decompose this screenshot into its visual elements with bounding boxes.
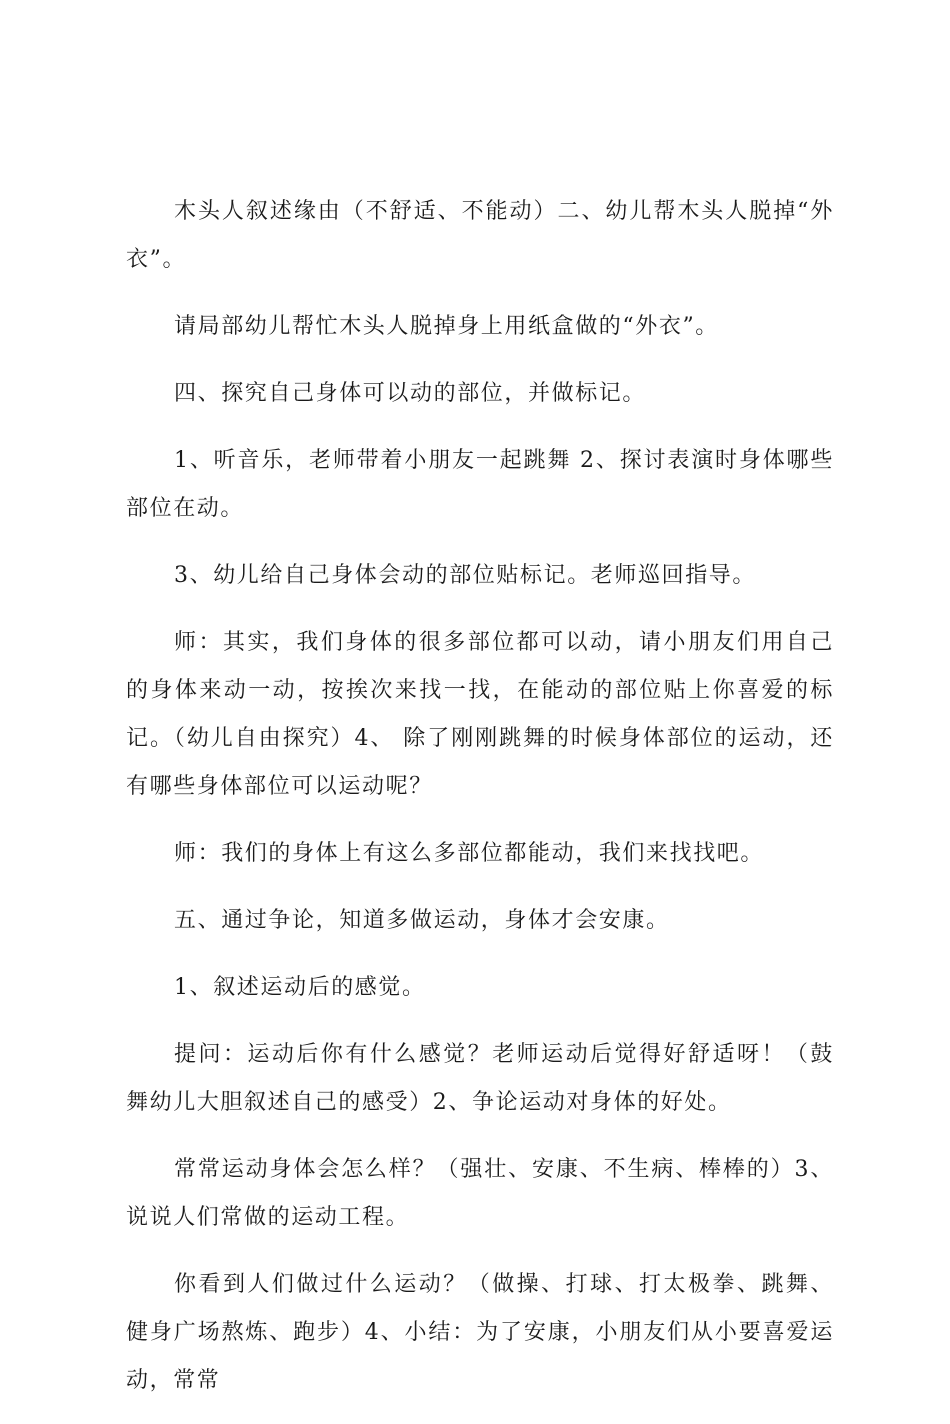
paragraph: 1、叙述运动后的感觉。 — [174, 975, 426, 1000]
paragraph: 常常运动身体会怎么样？（强壮、安康、不生病、棒棒的）3、说说人们常做的运动工程。 — [126, 1157, 834, 1230]
paragraph: 五、通过争论，知道多做运动，身体才会安康。 — [174, 908, 670, 933]
document-body — [126, 188, 834, 1424]
paragraph: 师：我们的身体上有这么多部位都能动，我们来找找吧。 — [174, 841, 765, 866]
paragraph: 四、探究自己身体可以动的部位，并做标记。 — [174, 381, 647, 406]
paragraph: 请局部幼儿帮忙木头人脱掉身上用纸盒做的“外衣”。 — [174, 314, 719, 339]
paragraph: 木头人叙述缘由（不舒适、不能动）二、幼儿帮木头人脱掉“外衣”。 — [126, 199, 834, 272]
paragraph: 提问：运动后你有什么感觉？老师运动后觉得好舒适呀！（鼓舞幼儿大胆叙述自己的感受）2、争论运动对身体的好处。 — [126, 1042, 834, 1115]
paragraph: 师：其实，我们身体的很多部位都可以动，请小朋友们用自己的身体来动一动，按挨次来找一找，在能动的部位贴上你喜爱的标记。（幼儿自由探究）4、 除了刚刚跳舞的时候身体部位的运动，还有哪些身体部位可以运动呢？ — [126, 630, 834, 799]
paragraph: 1、听音乐，老师带着小朋友一起跳舞 2、探讨表演时身体哪些部位在动。 — [126, 448, 834, 521]
paragraph: 3、幼儿给自己身体会动的部位贴标记。老师巡回指导。 — [174, 563, 756, 588]
paragraph: 你看到人们做过什么运动？（做操、打球、打太极拳、跳舞、健身广场熬炼、跑步）4、小结：为了安康，小朋友们从小要喜爱运动，常常 — [126, 1272, 834, 1393]
